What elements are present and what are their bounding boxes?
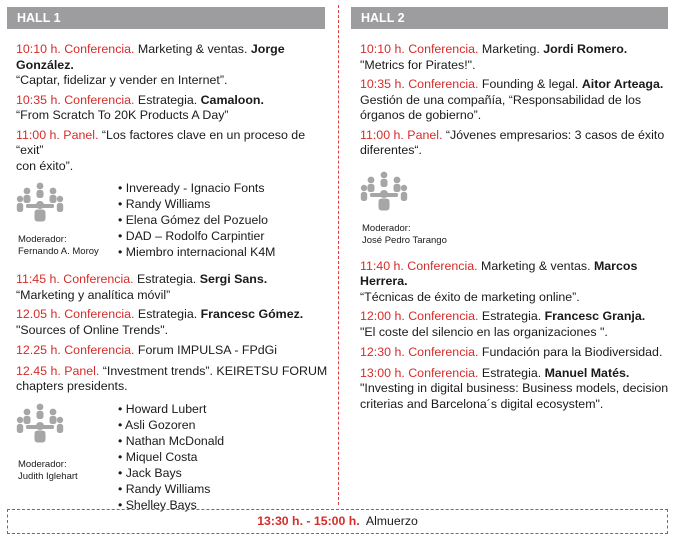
session-speaker: Sergi Sans. (199, 272, 268, 286)
session-time: 12.45 h. Panel. (16, 363, 100, 378)
session-speaker: Camaloon. (200, 92, 264, 107)
session-time: 12.05 h. Conferencia. (16, 307, 135, 321)
panel-block (16, 403, 328, 523)
speaker-item: • DAD – Rodolfo Carpintier (118, 229, 265, 243)
session-entry (360, 309, 670, 340)
speaker-item: • Howard Lubert (118, 401, 207, 416)
hall-2-header (351, 7, 668, 29)
session-time: 11:00 h. Panel. (360, 127, 443, 142)
session-time: 13:00 h. Conferencia. (360, 365, 479, 380)
session-title: “Captar, fidelizar y vender en Internet”. (16, 73, 228, 87)
session-title-continued: órganos de gobierno”. (360, 108, 482, 122)
speaker-item: • Randy Williams (118, 197, 211, 211)
session-title: Gestión de una compañía, “Responsabilidad de los (360, 92, 642, 107)
column-divider (338, 5, 339, 505)
session-title-continued: diferentes“. (360, 143, 422, 157)
hall-2-title: HALL 2 (361, 11, 405, 25)
session-time: 10:10 h. Conferencia. (16, 42, 135, 56)
session-category: Marketing. (478, 42, 544, 56)
hall-1-title: HALL 1 (17, 11, 61, 25)
session-speaker: Francesc Granja. (544, 309, 646, 323)
lunch-break-bar (7, 509, 668, 534)
session-title: “Los factores clave en un proceso de “exit” (16, 127, 306, 157)
session-entry (360, 77, 670, 124)
session-title-continued: criterias and Barcelona´s digital ecosystem". (360, 396, 604, 411)
session-category: Estrategia. (478, 365, 545, 380)
session-speaker: Aitor Arteaga. (581, 77, 664, 91)
session-title: "Investing in digital business: Business models, decision (360, 381, 669, 395)
session-time: 12:30 h. Conferencia. (360, 345, 479, 359)
session-title: "El coste del silencio en las organizaciones ". (360, 324, 608, 339)
session-speaker: Marcos Herrera. (360, 258, 638, 288)
speaker-item: • Asli Gozoren (118, 417, 196, 432)
session-entry (16, 307, 328, 338)
moderator-name: Judith Iglehart (18, 470, 78, 482)
moderator-info (18, 234, 99, 258)
session-entry (16, 343, 328, 359)
session-time: 11:45 h. Conferencia. (16, 272, 134, 286)
session-title-continued: con éxito”. (16, 158, 74, 173)
people-group-icon (16, 182, 64, 222)
session-speaker: Jordi Romero. (543, 42, 628, 56)
lunch-time: 13:30 h. - 15:00 h. (257, 514, 360, 528)
hall-2-schedule (360, 42, 670, 412)
moderator-info (362, 223, 447, 247)
hall-1-header (7, 7, 325, 29)
session-time: 11:40 h. Conferencia. (360, 258, 478, 273)
session-category: Estrategia. (478, 309, 545, 323)
speaker-item: • Nathan McDonald (118, 433, 225, 448)
speaker-item: • Jack Bays (118, 465, 182, 480)
speaker-item: • Shelley Bays (118, 497, 197, 512)
panel-block (16, 182, 328, 272)
session-category: Fundación para la Biodiversidad. (478, 345, 663, 359)
session-speaker: Francesc Gómez. (200, 307, 304, 321)
session-time: 11:00 h. Panel. (16, 127, 99, 142)
session-category: Estrategia. (134, 92, 201, 107)
speaker-item: • Miembro internacional K4M (118, 245, 276, 259)
speaker-item: • Inveready - Ignacio Fonts (118, 181, 265, 195)
session-entry (16, 93, 328, 124)
people-group-icon (16, 403, 64, 443)
session-title-continued: chapters presidents. (16, 379, 128, 393)
session-title: “Técnicas de éxito de marketing online”. (360, 289, 580, 304)
session-speaker: Jorge González. (16, 42, 285, 72)
moderator-label: Moderador: (18, 234, 67, 245)
session-category: Marketing & ventas. (477, 258, 594, 273)
session-entry (360, 259, 670, 306)
session-category: Forum IMPULSA - FPdGi (134, 343, 278, 357)
panel-block (360, 171, 670, 259)
speaker-list (118, 401, 224, 513)
moderator-name: José Pedro Tarango (362, 234, 447, 246)
moderator-info (18, 459, 78, 483)
session-time: 10:35 h. Conferencia. (16, 92, 135, 107)
speaker-item: • Randy Williams (118, 481, 211, 496)
session-category: Estrategia. (133, 272, 200, 286)
moderator-label: Moderador: (362, 222, 411, 234)
session-entry (360, 366, 670, 413)
session-time: 10:35 h. Conferencia. (360, 77, 479, 91)
speaker-item: • Miquel Costa (118, 449, 198, 464)
moderator-label: Moderador: (18, 458, 67, 470)
session-entry (16, 272, 328, 303)
session-entry (360, 345, 670, 361)
session-entry (360, 42, 670, 73)
session-title: “Investment trends”. KEIRETSU FORUM (99, 363, 328, 378)
session-entry (360, 128, 670, 159)
session-category: Estrategia. (134, 307, 201, 321)
session-title: "Metrics for Pirates!". (360, 57, 476, 72)
session-title: “Marketing y analítica móvil” (16, 287, 171, 302)
session-entry (16, 364, 328, 395)
session-title: “From Scratch To 20K Products A Day” (16, 108, 229, 122)
session-title: "Sources of Online Trends". (16, 322, 169, 337)
session-title: “Jóvenes empresarios: 3 casos de éxito (442, 127, 665, 142)
session-category: Marketing & ventas. (134, 42, 251, 56)
session-category: Founding & legal. (478, 77, 582, 91)
speaker-list (118, 180, 275, 260)
speaker-item: • Elena Gómez del Pozuelo (118, 213, 268, 227)
people-group-icon (360, 171, 408, 211)
lunch-label: Almuerzo (359, 514, 418, 528)
session-entry (16, 128, 328, 175)
session-time: 10:10 h. Conferencia. (360, 42, 479, 56)
session-time: 12.25 h. Conferencia. (16, 343, 135, 357)
moderator-name: Fernando A. Moroy (18, 246, 99, 257)
hall-1-schedule (16, 42, 328, 523)
session-time: 12:00 h. Conferencia. (360, 309, 479, 323)
session-speaker: Manuel Matés. (544, 365, 630, 380)
session-entry (16, 42, 328, 89)
